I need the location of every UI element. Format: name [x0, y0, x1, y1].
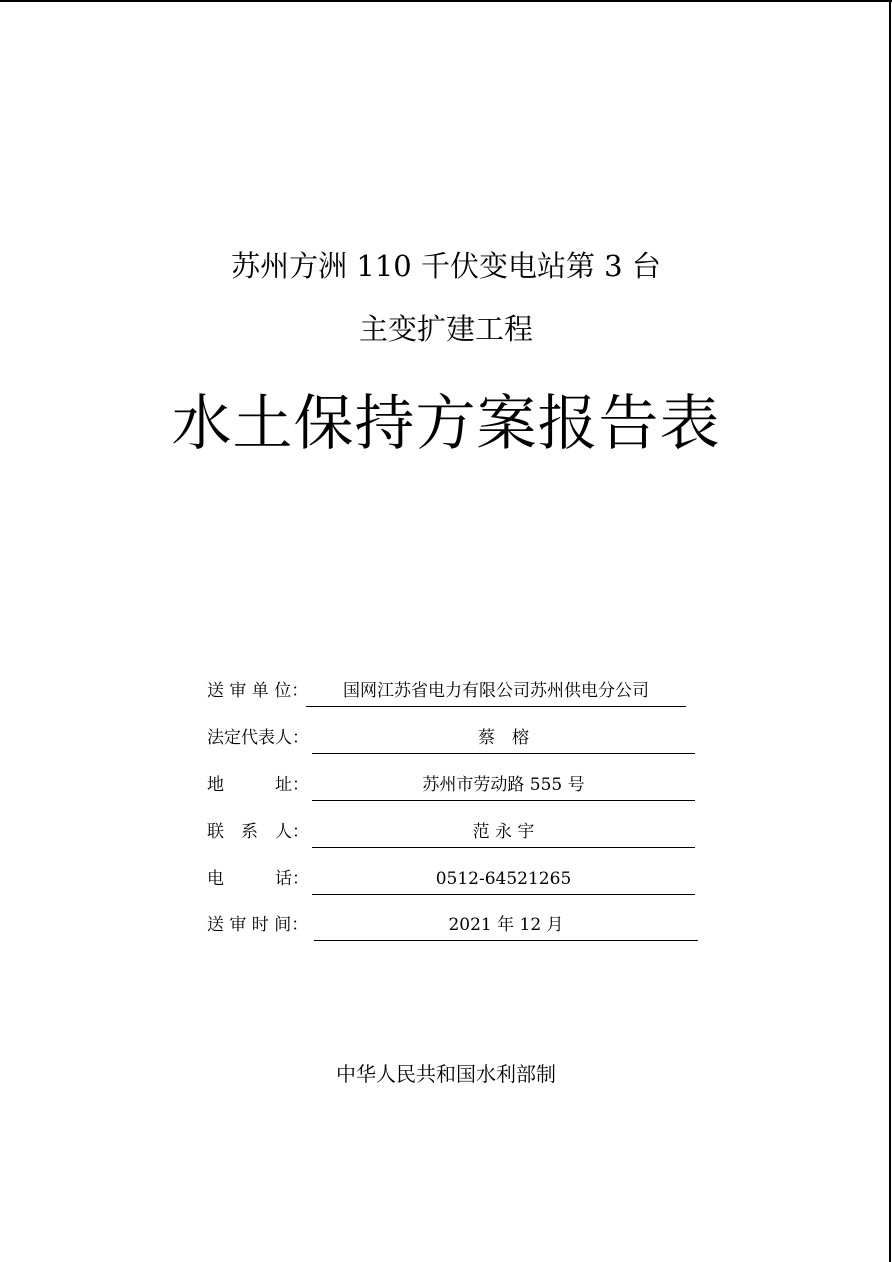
field-value-submitting-unit: 国网江苏省电力有限公司苏州供电分公司: [306, 676, 686, 707]
field-row-telephone: [0, 864, 892, 894]
field-label-submitting-unit: 送 审 单 位：: [207, 681, 309, 701]
report-title: 水土保持方案报告表: [171, 389, 721, 459]
field-value-legal-representative: 蔡 榕: [312, 723, 695, 754]
field-label-contact-person: 联 系 人：: [207, 822, 309, 842]
field-value-submission-date: 2021 年 12 月: [314, 910, 698, 941]
project-title-line1: 苏州方洲 110 千伏变电站第 3 台: [231, 249, 661, 283]
page-top-border: [0, 0, 892, 2]
field-row-contact-person: [0, 817, 892, 847]
field-row-submission-date: [0, 910, 892, 940]
field-row-address: [0, 770, 892, 800]
field-label-legal-representative: 法定代表人：: [207, 728, 309, 748]
field-value-telephone: 0512-64521265: [312, 864, 695, 895]
field-label-address: 地 址：: [207, 775, 309, 795]
field-label-telephone: 电 话：: [207, 869, 309, 889]
field-value-address: 苏州市劳动路 555 号: [312, 770, 695, 801]
field-row-submitting-unit: [0, 676, 892, 706]
field-value-contact-person: 范 永 宇: [312, 817, 695, 848]
field-label-submission-date: 送 审 时 间：: [207, 915, 309, 935]
project-title-line2: 主变扩建工程: [358, 312, 533, 346]
issuer-footer: 中华人民共和国水利部制: [336, 1062, 556, 1086]
field-row-legal-representative: [0, 723, 892, 753]
